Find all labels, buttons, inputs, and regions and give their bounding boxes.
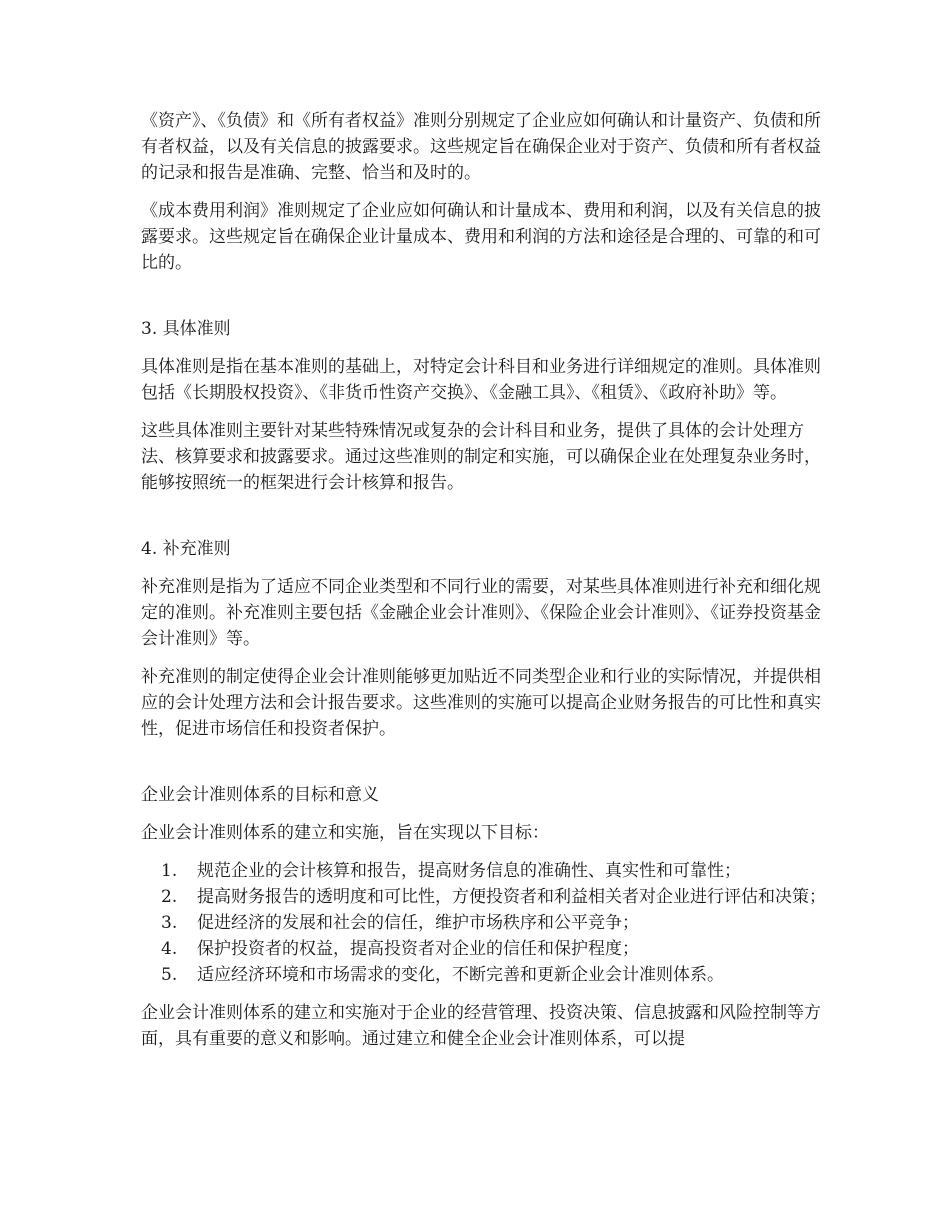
list-item-number: 4. [161, 939, 178, 959]
list-item-text: 保护投资者的权益，提高投资者对企业的信任和保护程度； [197, 939, 639, 959]
list-item-number: 2. [161, 887, 178, 907]
paragraph-specific-standards-purpose: 这些具体准则主要针对某些特殊情况或复杂的会计科目和业务，提供了具体的会计处理方法、核算要求和披露要求。通过这些准则的制定和实施，可以确保企业在处理复杂业务时，能够按照统一的框架进行会计核算和报告。 [141, 421, 821, 493]
paragraph-cost-profit: 《成本费用利润》准则规定了企业应如何确认和计量成本、费用和利润，以及有关信息的披露要求。这些规定旨在确保企业计量成本、费用和利润的方法和途径是合理的、可靠的和可比的。 [141, 201, 821, 273]
paragraph-specific-standards-definition: 具体准则是指在基本准则的基础上，对特定会计科目和业务进行详细规定的准则。具体准则包括《长期股权投资》、《非货币性资产交换》、《金融工具》、《租赁》、《政府补助》等。 [141, 357, 821, 403]
section-heading-specific-standards: 3. 具体准则 [141, 319, 231, 339]
paragraph-closing: 企业会计准则体系的建立和实施对于企业的经营管理、投资决策、信息披露和风险控制等方面，具有重要的意义和影响。通过建立和健全企业会计准则体系，可以提 [141, 1003, 821, 1049]
goals-list [141, 858, 831, 988]
paragraph-supplementary-definition: 补充准则是指为了适应不同企业类型和不同行业的需要，对某些具体准则进行补充和细化规定的准则。补充准则主要包括《金融企业会计准则》、《保险企业会计准则》、《证券投资基金会计准则》等。 [141, 577, 821, 649]
paragraph-supplementary-purpose: 补充准则的制定使得企业会计准则能够更加贴近不同类型企业和行业的实际情况，并提供相应的会计处理方法和会计报告要求。这些准则的实施可以提高企业财务报告的可比性和真实性，促进市场信任和投资者保护。 [141, 667, 821, 739]
paragraph-goals-intro: 企业会计准则体系的建立和实施，旨在实现以下目标： [141, 823, 549, 843]
section-heading-goals: 企业会计准则体系的目标和意义 [141, 785, 379, 805]
section-heading-supplementary-standards: 4. 补充准则 [141, 539, 231, 559]
document-page [141, 108, 831, 1064]
list-item [141, 884, 831, 910]
paragraph-assets-liabilities: 《资产》、《负债》和《所有者权益》准则分别规定了企业应如何确认和计量资产、负债和所有者权益，以及有关信息的披露要求。这些规定旨在确保企业对于资产、负债和所有者权益的记录和报告是准确、完整、恰当和及时的。 [141, 111, 821, 183]
list-item-text: 规范企业的会计核算和报告，提高财务信息的准确性、真实性和可靠性； [197, 861, 741, 881]
list-item-number: 5. [161, 965, 178, 985]
list-item-number: 3. [161, 913, 178, 933]
list-item [141, 858, 831, 884]
list-item [141, 936, 831, 962]
list-item [141, 962, 831, 988]
list-item-text: 促进经济的发展和社会的信任，维护市场秩序和公平竞争； [197, 913, 639, 933]
list-item-number: 1. [161, 861, 178, 881]
list-item [141, 910, 831, 936]
list-item-text: 提高财务报告的透明度和可比性，方便投资者和利益相关者对企业进行评估和决策； [197, 887, 826, 907]
list-item-text: 适应经济环境和市场需求的变化，不断完善和更新企业会计准则体系。 [197, 965, 724, 985]
